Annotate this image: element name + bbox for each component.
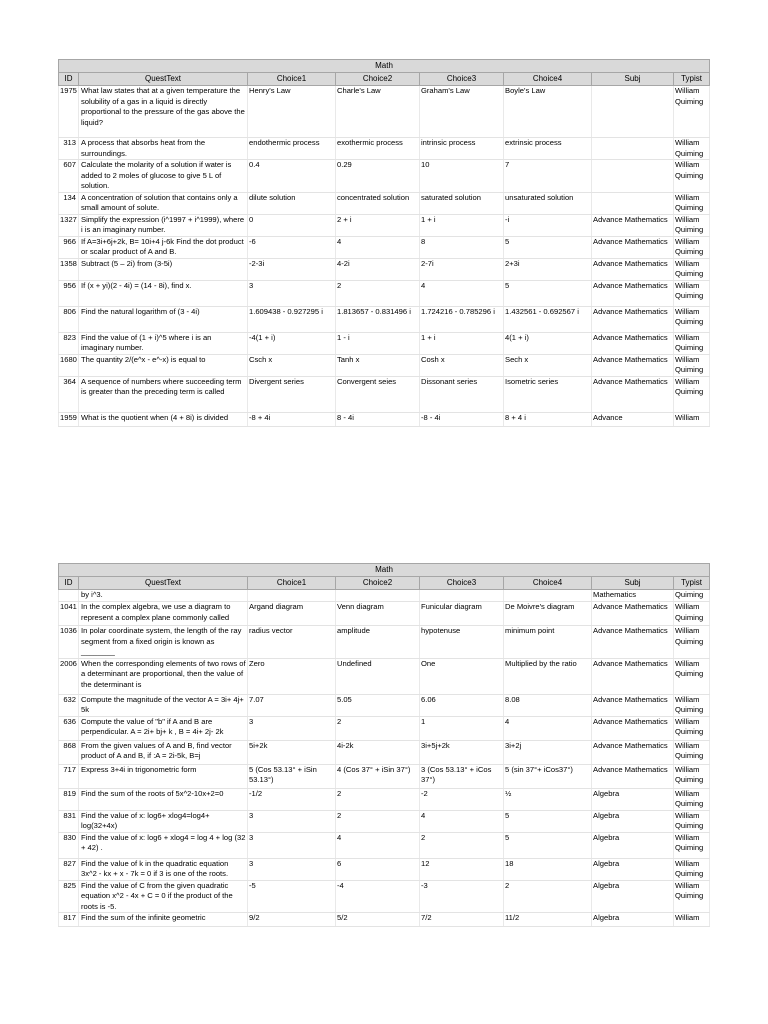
cell-choice3: -8 - 4i [420,412,504,426]
cell-choice4: Sech x [504,354,592,376]
cell-choice2 [336,590,420,602]
table-row [59,306,710,332]
cell-choice4 [504,590,592,602]
cell-choice4: extrinsic process [504,138,592,160]
cell-choice4: 1.432561 - 0.692567 i [504,306,592,332]
cell-choice3: 1 + i [420,332,504,354]
cell-typist: William Quiming [674,788,710,810]
cell-choice1: 7.07 [248,694,336,716]
cell-choice3: -3 [420,880,504,913]
col-header-choice3: Choice3 [420,577,504,590]
cell-choice1: Csch x [248,354,336,376]
cell-id: 134 [59,192,79,214]
cell-subj: Advance Mathematics [592,280,674,306]
cell-id: 607 [59,160,79,193]
cell-questtext: Find the value of x: log6 + xlog4 = log 4 + log (32 + 42) . [79,832,248,858]
cell-choice4: ½ [504,788,592,810]
cell-questtext: A sequence of numbers where succeeding term is greater than the preceding term is called [79,376,248,412]
cell-subj: Advance Mathematics [592,626,674,659]
cell-subj: Advance Mathematics [592,602,674,626]
cell-choice3: Funicular diagram [420,602,504,626]
cell-choice2: 4 [336,236,420,258]
cell-choice1: dilute solution [248,192,336,214]
cell-typist: William Quiming [674,880,710,913]
table-row [59,832,710,858]
col-header-questtext: QuestText [79,577,248,590]
table-row [59,86,710,138]
cell-typist: William Quiming [674,138,710,160]
cell-choice3: 1 [420,716,504,740]
cell-typist: William Quiming [674,626,710,659]
cell-choice1: 1.609438 - 0.927295 i [248,306,336,332]
cell-typist: William Quiming [674,332,710,354]
cell-id: 1959 [59,412,79,426]
table-row [59,913,710,927]
cell-choice4: 8.08 [504,694,592,716]
cell-choice3: hypotenuse [420,626,504,659]
cell-questtext: Calculate the molarity of a solution if water is added to 2 moles of glucose to give 5 L of solution. [79,160,248,193]
cell-choice3: 8 [420,236,504,258]
col-header-subj: Subj [592,73,674,86]
sheet-block-1 [58,59,709,427]
cell-id: 868 [59,740,79,764]
cell-choice3 [420,590,504,602]
cell-id: 717 [59,764,79,788]
cell-typist: William Quiming [674,86,710,138]
cell-id: 825 [59,880,79,913]
cell-choice3: Cosh x [420,354,504,376]
table-row [59,236,710,258]
table-row [59,658,710,694]
table-row [59,626,710,659]
cell-choice4: -i [504,214,592,236]
cell-choice4: Boyle's Law [504,86,592,138]
cell-choice2: amplitude [336,626,420,659]
cell-id: 632 [59,694,79,716]
cell-subj: Algebra [592,913,674,927]
cell-questtext: What is the quotient when (4 + 8i) is divided [79,412,248,426]
cell-id: 1975 [59,86,79,138]
cell-questtext: by i^3. [79,590,248,602]
math-table-2 [58,563,710,927]
cell-typist: Quiming [674,590,710,602]
cell-choice3: 2 [420,832,504,858]
cell-choice2: 2 [336,280,420,306]
col-header-choice4: Choice4 [504,577,592,590]
cell-questtext: Compute the magnitude of the vector A = 3i+ 4j+ 5k [79,694,248,716]
cell-id: 1358 [59,258,79,280]
cell-typist: William Quiming [674,236,710,258]
cell-choice4: 5 [504,280,592,306]
cell-choice1: 3 [248,858,336,880]
cell-choice3: 1.724216 - 0.785296 i [420,306,504,332]
cell-questtext: The quantity 2/(e^x - e^-x) is equal to [79,354,248,376]
col-header-choice2: Choice2 [336,73,420,86]
cell-choice2: 4 (Cos 37° + iSin 37°) [336,764,420,788]
cell-id: 1041 [59,602,79,626]
cell-choice1: -8 + 4i [248,412,336,426]
table-row [59,788,710,810]
cell-typist: William Quiming [674,376,710,412]
cell-choice3: 7/2 [420,913,504,927]
cell-choice3: 4 [420,810,504,832]
cell-id: 823 [59,332,79,354]
cell-choice2: 5/2 [336,913,420,927]
cell-choice2: 4-2i [336,258,420,280]
cell-id: 313 [59,138,79,160]
cell-choice2: 6 [336,858,420,880]
cell-choice2: 2 [336,716,420,740]
table-row [59,764,710,788]
cell-choice1: 5i+2k [248,740,336,764]
cell-questtext: Find the value of (1 + i)^5 where i is an imaginary number. [79,332,248,354]
cell-typist: William Quiming [674,694,710,716]
cell-choice4: 18 [504,858,592,880]
col-header-questtext: QuestText [79,73,248,86]
cell-choice1: Henry's Law [248,86,336,138]
cell-questtext: Find the value of x: log6+ xlog4=log4+ log(32+4x) [79,810,248,832]
cell-choice2: Convergent seies [336,376,420,412]
col-header-choice2: Choice2 [336,577,420,590]
cell-choice1: -4(1 + i) [248,332,336,354]
table-row [59,716,710,740]
cell-choice2: Charle's Law [336,86,420,138]
cell-choice4: 2+3i [504,258,592,280]
cell-subj: Advance Mathematics [592,258,674,280]
cell-id: 956 [59,280,79,306]
cell-choice4: 3i+2j [504,740,592,764]
cell-id: 364 [59,376,79,412]
cell-choice3: 1 + i [420,214,504,236]
cell-choice4: 5 [504,832,592,858]
cell-choice1: 0.4 [248,160,336,193]
cell-id: 966 [59,236,79,258]
table-row [59,138,710,160]
cell-id: 819 [59,788,79,810]
cell-subj: Advance Mathematics [592,694,674,716]
cell-subj: Advance Mathematics [592,214,674,236]
cell-choice3: -2 [420,788,504,810]
cell-id [59,590,79,602]
cell-choice1: 3 [248,280,336,306]
cell-choice2: 1 - i [336,332,420,354]
table-row [59,740,710,764]
cell-choice1: Argand diagram [248,602,336,626]
cell-choice3: saturated solution [420,192,504,214]
cell-id: 1327 [59,214,79,236]
cell-id: 806 [59,306,79,332]
cell-choice4: 5 [504,236,592,258]
table-row [59,412,710,426]
cell-questtext: Compute the value of "b" if A and B are perpendicular. A = 2i+ bj+ k , B = 4i+ 2j- 2k [79,716,248,740]
cell-id: 831 [59,810,79,832]
cell-subj: Mathematics [592,590,674,602]
col-header-id: ID [59,577,79,590]
cell-subj: Advance Mathematics [592,740,674,764]
table-row [59,280,710,306]
cell-choice1: 5 (Cos 53.13° + iSin 53.13°) [248,764,336,788]
cell-typist: William Quiming [674,306,710,332]
col-header-choice3: Choice3 [420,73,504,86]
table-row [59,354,710,376]
col-header-id: ID [59,73,79,86]
cell-subj: Advance Mathematics [592,764,674,788]
table-row [59,214,710,236]
cell-questtext: Find the sum of the infinite geometric [79,913,248,927]
cell-choice4: 4(1 + i) [504,332,592,354]
cell-typist: William Quiming [674,280,710,306]
cell-choice4: unsaturated solution [504,192,592,214]
cell-choice1: -5 [248,880,336,913]
cell-subj: Advance Mathematics [592,306,674,332]
col-header-choice1: Choice1 [248,73,336,86]
cell-typist: William [674,913,710,927]
cell-choice3: 6.06 [420,694,504,716]
cell-typist: William Quiming [674,658,710,694]
cell-questtext: Express 3+4i in trigonometric form [79,764,248,788]
cell-choice2: Tanh x [336,354,420,376]
cell-choice2: 5.05 [336,694,420,716]
cell-choice2: -4 [336,880,420,913]
sheet-title: Math [59,564,710,577]
cell-choice1: 0 [248,214,336,236]
cell-id: 2006 [59,658,79,694]
table-row [59,880,710,913]
cell-subj: Algebra [592,788,674,810]
cell-subj: Algebra [592,810,674,832]
cell-subj [592,138,674,160]
cell-questtext: A concentration of solution that contains only a small amount of solute. [79,192,248,214]
cell-choice1: Divergent series [248,376,336,412]
cell-choice1: -6 [248,236,336,258]
cell-choice4: 5 (sin 37°+ iCos37°) [504,764,592,788]
cell-choice1: endothermic process [248,138,336,160]
cell-choice4: 7 [504,160,592,193]
cell-id: 1680 [59,354,79,376]
col-header-subj: Subj [592,577,674,590]
cell-choice2: Undefined [336,658,420,694]
cell-choice1: -1/2 [248,788,336,810]
cell-subj: Advance [592,412,674,426]
cell-choice2: 0.29 [336,160,420,193]
cell-subj [592,160,674,193]
sheet-block-2 [58,563,709,927]
cell-choice4: Multiplied by the ratio [504,658,592,694]
cell-choice3: 2-7i [420,258,504,280]
cell-questtext: A process that absorbs heat from the surroundings. [79,138,248,160]
cell-choice1 [248,590,336,602]
col-header-typist: Typist [674,577,710,590]
math-table-1 [58,59,710,427]
cell-choice2: 2 + i [336,214,420,236]
table-row [59,810,710,832]
cell-choice2: 1.813657 - 0.831496 i [336,306,420,332]
table-row [59,192,710,214]
cell-choice4: 11/2 [504,913,592,927]
cell-typist: William Quiming [674,192,710,214]
cell-subj: Algebra [592,858,674,880]
cell-typist: William Quiming [674,354,710,376]
cell-choice2: concentrated solution [336,192,420,214]
table-row [59,258,710,280]
cell-questtext: When the corresponding elements of two rows of a determinant are proportional, then the value of the determinant is [79,658,248,694]
cell-subj: Advance Mathematics [592,658,674,694]
cell-subj [592,86,674,138]
cell-choice3: 10 [420,160,504,193]
cell-typist: William Quiming [674,258,710,280]
cell-choice1: radius vector [248,626,336,659]
cell-choice1: 9/2 [248,913,336,927]
cell-subj: Advance Mathematics [592,236,674,258]
cell-questtext: In the complex algebra, we use a diagram to represent a complex plane commonly called [79,602,248,626]
cell-typist: William Quiming [674,764,710,788]
cell-questtext: Find the value of C from the given quadratic equation x^2 - 4x + C = 0 if the product of the roots is -5. [79,880,248,913]
cell-typist: William Quiming [674,160,710,193]
cell-id: 830 [59,832,79,858]
cell-typist: William Quiming [674,810,710,832]
sheet-title: Math [59,60,710,73]
cell-choice4: Isometric series [504,376,592,412]
cell-subj: Algebra [592,832,674,858]
cell-choice1: 3 [248,716,336,740]
col-header-choice4: Choice4 [504,73,592,86]
cell-id: 817 [59,913,79,927]
cell-choice3: 3 (Cos 53.13° + iCos 37°) [420,764,504,788]
cell-choice3: intrinsic process [420,138,504,160]
cell-choice2: 4 [336,832,420,858]
cell-choice4: 8 + 4 i [504,412,592,426]
cell-subj: Advance Mathematics [592,354,674,376]
cell-typist: William [674,412,710,426]
cell-choice1: Zero [248,658,336,694]
cell-choice2: exothermic process [336,138,420,160]
cell-choice3: 4 [420,280,504,306]
cell-id: 636 [59,716,79,740]
cell-typist: William Quiming [674,740,710,764]
cell-choice2: 2 [336,810,420,832]
cell-choice4: minimum point [504,626,592,659]
cell-choice3: 12 [420,858,504,880]
cell-typist: William Quiming [674,832,710,858]
cell-questtext: Subtract (5 – 2i) from (3-5i) [79,258,248,280]
table-row [59,332,710,354]
cell-questtext: Simplify the expression (i^1997 + i^1999), where i is an imaginary number. [79,214,248,236]
col-header-choice1: Choice1 [248,577,336,590]
cell-questtext: If (x + yi)(2 - 4i) = (14 - 8i), find x. [79,280,248,306]
table-row [59,858,710,880]
cell-subj: Algebra [592,880,674,913]
cell-choice3: 3i+5j+2k [420,740,504,764]
cell-id: 1036 [59,626,79,659]
cell-choice4: 5 [504,810,592,832]
column-header-row [59,577,710,590]
table-row [59,376,710,412]
cell-questtext: Find the natural logarithm of (3 - 4i) [79,306,248,332]
cell-choice3: Dissonant series [420,376,504,412]
cell-choice3: One [420,658,504,694]
cell-id: 827 [59,858,79,880]
cell-typist: William Quiming [674,716,710,740]
table-row [59,590,710,602]
table-row [59,602,710,626]
column-header-row [59,73,710,86]
cell-typist: William Quiming [674,214,710,236]
table-row [59,160,710,193]
cell-questtext: What law states that at a given temperature the solubility of a gas in a liquid is directly proportional to the pressure of the gas above the liquid? [79,86,248,138]
cell-subj: Advance Mathematics [592,376,674,412]
cell-choice4: De Moivre's diagram [504,602,592,626]
cell-choice1: 3 [248,810,336,832]
cell-questtext: Find the sum of the roots of 5x^2-10x+2=0 [79,788,248,810]
cell-subj: Advance Mathematics [592,716,674,740]
cell-choice2: 8 - 4i [336,412,420,426]
cell-questtext: In polar coordinate system, the length of the ray segment from a fixed origin is known as ________ [79,626,248,659]
cell-choice3: Graham's Law [420,86,504,138]
cell-typist: William Quiming [674,602,710,626]
cell-choice1: 3 [248,832,336,858]
cell-questtext: Find the value of k in the quadratic equation 3x^2 - kx + x - 7k = 0 if 3 is one of the roots. [79,858,248,880]
cell-choice4: 2 [504,880,592,913]
cell-choice2: 4i-2k [336,740,420,764]
cell-choice2: 2 [336,788,420,810]
cell-typist: William Quiming [674,858,710,880]
cell-choice1: -2-3i [248,258,336,280]
cell-subj [592,192,674,214]
cell-questtext: From the given values of A and B, find vector product of A and B, if :A = 2i-5k, B=j [79,740,248,764]
col-header-typist: Typist [674,73,710,86]
cell-choice4: 4 [504,716,592,740]
cell-choice2: Venn diagram [336,602,420,626]
cell-questtext: If A=3i+6j+2k, B= 10i+4 j-6k Find the dot product or scalar product of A and B. [79,236,248,258]
table-row [59,694,710,716]
cell-subj: Advance Mathematics [592,332,674,354]
